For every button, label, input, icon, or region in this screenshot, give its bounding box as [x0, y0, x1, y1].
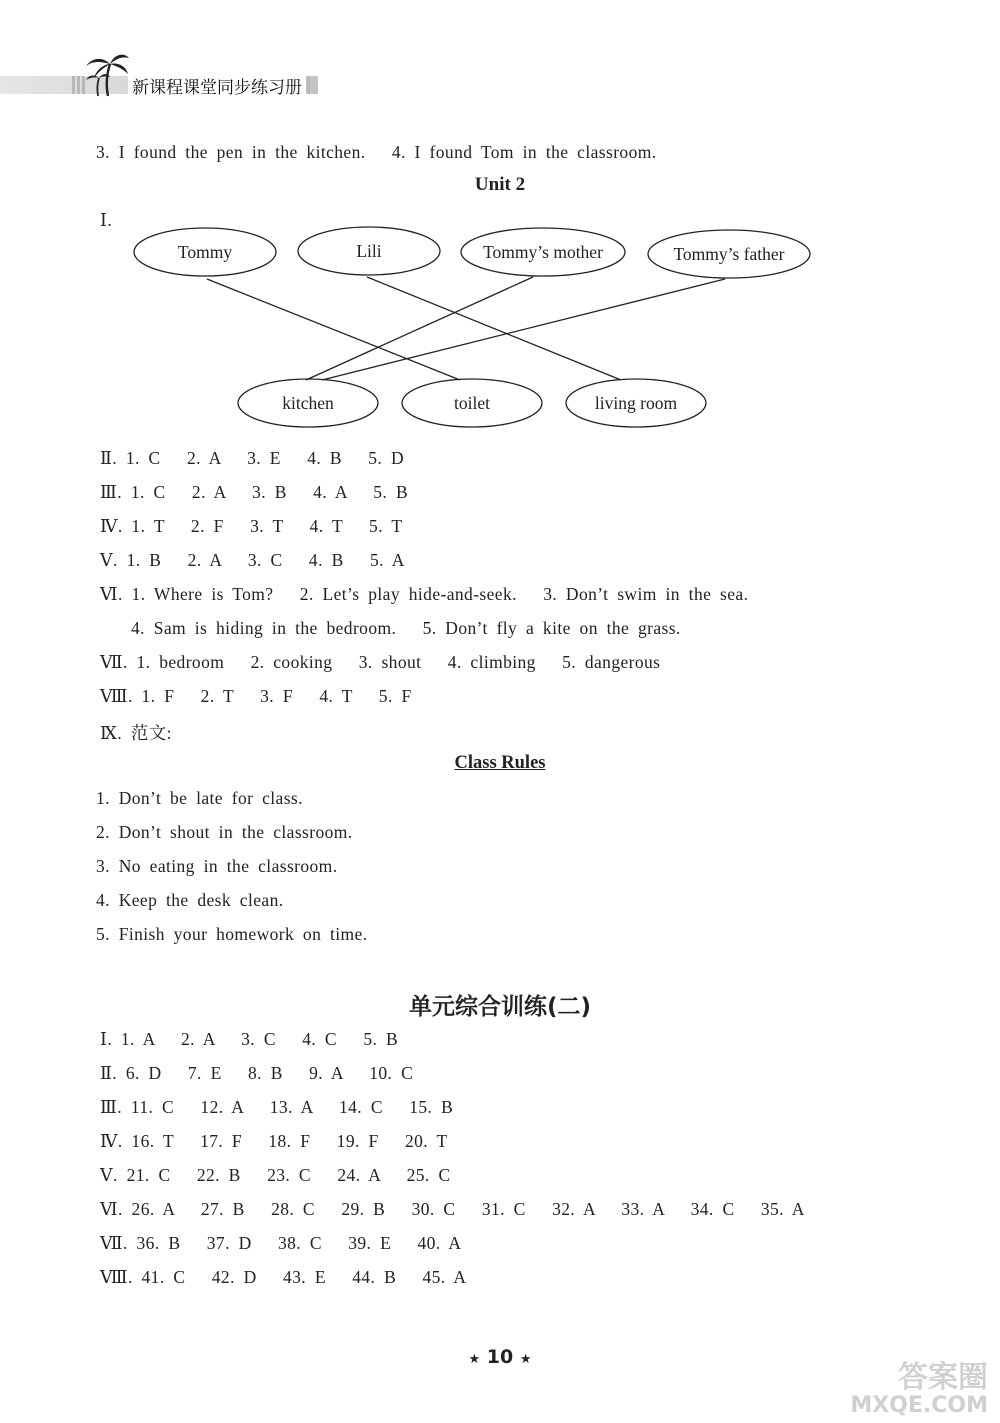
- matching-diagram: [0, 0, 1000, 450]
- star-icon: ★: [468, 1352, 481, 1367]
- watermark-url: MXQE.COM: [850, 1392, 988, 1418]
- person-label-father: Tommy’s father: [673, 244, 785, 264]
- match-line-tommy-toilet: [207, 279, 460, 380]
- essay-line: 5. Finish your homework on time.: [96, 924, 368, 944]
- match-line-lili-living-room: [367, 277, 621, 380]
- answer-line: Ⅳ. 1. T 2. F 3. T 4. T 5. T: [100, 516, 403, 536]
- intro-line: 3. I found the pen in the kitchen. 4. I found Tom in the classroom.: [96, 142, 657, 162]
- essay-line: 1. Don’t be late for class.: [96, 788, 303, 808]
- review-line: Ⅵ. 26. A 27. B 28. C 29. B 30. C 31. C 32. A 33. A 34. C 35. A: [100, 1199, 805, 1219]
- watermark-text: 答案圈: [898, 1360, 988, 1396]
- review-line: Ⅳ. 16. T 17. F 18. F 19. F 20. T: [100, 1131, 448, 1151]
- answer-line: Ⅲ. 1. C 2. A 3. B 4. A 5. B: [100, 482, 409, 502]
- review-line: Ⅷ. 41. C 42. D 43. E 44. B 45. A: [100, 1267, 467, 1287]
- answer-line-continued: 4. Sam is hiding in the bedroom. 5. Don’t fly a kite on the grass.: [131, 618, 681, 638]
- review-line: Ⅴ. 21. C 22. B 23. C 24. A 25. C: [100, 1165, 451, 1185]
- header-title: 新课程课堂同步练习册: [128, 73, 306, 98]
- room-label-toilet: toilet: [454, 393, 490, 413]
- review-title: 单元综合训练(二): [408, 994, 592, 1020]
- review-line: Ⅶ. 36. B 37. D 38. C 39. E 40. A: [100, 1233, 462, 1253]
- unit-title: Unit 2: [474, 174, 526, 195]
- watermark-logo: [850, 1362, 988, 1417]
- answer-line: Ⅷ. 1. F 2. T 3. F 4. T 5. F: [100, 686, 412, 706]
- review-line: Ⅱ. 6. D 7. E 8. B 9. A 10. C: [100, 1063, 414, 1083]
- person-label-lili: Lili: [356, 241, 382, 261]
- answer-line: Ⅶ. 1. bedroom 2. cooking 3. shout 4. climbing 5. dangerous: [100, 652, 661, 672]
- answer-line: Ⅸ. 范文:: [100, 723, 172, 743]
- match-line-father-kitchen: [322, 279, 725, 380]
- answer-line: Ⅵ. 1. Where is Tom? 2. Let’s play hide-and-seek. 3. Don’t swim in the sea.: [100, 584, 749, 604]
- essay-line: 2. Don’t shout in the classroom.: [96, 822, 353, 842]
- person-label-mother: Tommy’s mother: [483, 242, 603, 262]
- match-line-mother-kitchen: [306, 277, 533, 380]
- room-label-kitchen: kitchen: [282, 393, 334, 413]
- answer-line: Ⅴ. 1. B 2. A 3. C 4. B 5. A: [100, 550, 405, 570]
- page-number-value: 10: [486, 1346, 514, 1368]
- essay-line: 4. Keep the desk clean.: [96, 890, 284, 910]
- section-1-label: Ⅰ.: [100, 210, 113, 230]
- review-line: Ⅲ. 11. C 12. A 13. A 14. C 15. B: [100, 1097, 454, 1117]
- star-icon: ★: [519, 1352, 532, 1367]
- room-label-living-room: living room: [594, 393, 678, 413]
- review-line: Ⅰ. 1. A 2. A 3. C 4. C 5. B: [100, 1029, 399, 1049]
- answer-line: Ⅱ. 1. C 2. A 3. E 4. B 5. D: [100, 448, 405, 468]
- person-label-tommy: Tommy: [177, 242, 233, 262]
- essay-line: 3. No eating in the classroom.: [96, 856, 338, 876]
- essay-title: Class Rules: [454, 753, 546, 773]
